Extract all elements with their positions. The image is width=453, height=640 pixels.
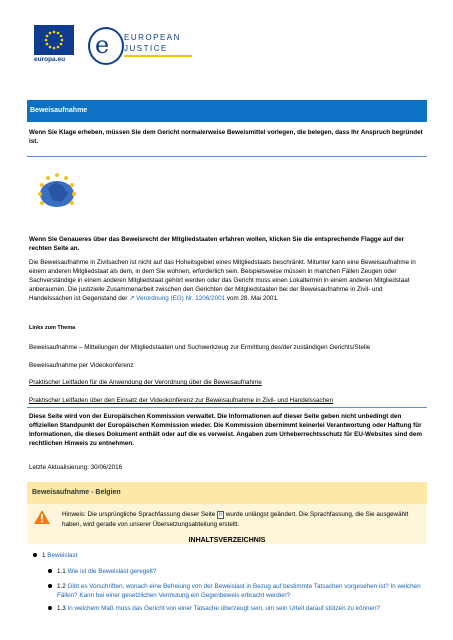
- toc-link[interactable]: In welchem Maß muss das Gericht von einer Tatsache überzeugt sein, um sein Urteil darauf stützen zu können?: [67, 605, 380, 612]
- toc-item-1-1[interactable]: [57, 567, 156, 576]
- europa-eu-logo[interactable]: [34, 25, 74, 67]
- bullet-icon: [33, 553, 37, 557]
- related-link-2[interactable]: Beweisaufnahme per Videokonferenz: [29, 362, 134, 369]
- body-text-before: Die Beweisaufnahme in Zivilsachen ist nicht auf das Hoheitsgebiet eines Mitgliedstaats beschränkt. Mitunter kann eine Beweisaufnahme in einem anderen Mitgliedstaat als dem, in dem Sie wohnen, erforderlich sein. Beispielsweise müssen in manchen Fällen Zeugen oder Sachverständige in einem anderen Mitgliedstaat gehört werden oder das Gericht muss einen Lokaltermin in einem anderen Mitgliedstaat anberaumen. Die justizielle Zusammenarbeit zwischen den Gerichten der Mitgliedstaaten bei der Beweisaufnahme in Zivil- und Handelssachen ist Gegenstand der: [29, 259, 416, 302]
- toc-link[interactable]: Wie ist die Beweislast geregelt?: [67, 568, 157, 575]
- body-paragraph: [29, 258, 425, 303]
- country-title-bar: Beweisaufnahme - Belgien: [27, 482, 427, 504]
- toc-link[interactable]: Beweislast: [47, 552, 78, 559]
- divider: [27, 156, 427, 157]
- disclaimer: Diese Seite wird von der Europäischen Kommission verwaltet. Die Informationen auf dieser Seite geben nicht unbedingt den offiziellen Standpunkt der Europäischen Kommission wieder. Die Kommission übernimmt keinerlei Verantwortung oder Haftung für Informationen, die dieses Dokument enthält oder auf die es verweist. Angaben zum Urheberrechtsschutz für EU-Websites sind dem rechtlichen Hinweis zu entnehmen.: [29, 413, 422, 447]
- related-link-4[interactable]: Praktischer Leitfaden über den Einsatz der Videokonferenz zur Beweisaufnahme in Zivil- und Handelssachen: [29, 397, 334, 404]
- toc-item-1[interactable]: [42, 551, 77, 560]
- section-title-bar: Beweisaufnahme: [27, 100, 427, 122]
- bullet-icon: [48, 569, 52, 573]
- warning-icon: [34, 510, 50, 529]
- ej-underline: [124, 55, 192, 57]
- toc-item-1-2[interactable]: [57, 582, 427, 600]
- warning-text-after: wurde unlängst geändert. Die Sprachfassung, die Sie ausgewählt haben, wird gerade von unserer Übersetzungsabteilung erstellt.: [62, 511, 409, 528]
- last-update: Letzte Aktualisierung: 30/06/2016: [29, 464, 123, 471]
- eu-map-stars-image: [30, 170, 85, 214]
- divider: [27, 407, 427, 408]
- regulation-link-icon: ↗: [129, 295, 135, 302]
- eu-flag-icon: [34, 25, 74, 55]
- bullet-icon: [48, 584, 52, 588]
- intro-text: Wenn Sie Klage erheben, müssen Sie dem Gericht normalerweise Beweismittel vorlegen, die belegen, dass Ihr Anspruch begründet ist.: [29, 129, 423, 145]
- related-link-1[interactable]: Beweisaufnahme – Mitteilungen der Mitgliedstaaten und Suchwerkzeug zur Ermittlung des/der zuständigen Gerichts/Stelle: [29, 344, 371, 351]
- europa-eu-label: europa.eu: [34, 56, 66, 63]
- bullet-icon: [48, 606, 52, 610]
- toc-link[interactable]: Gibt es Vorschriften, wonach eine Befreiung von der Beweislast in Bezug auf bestimmte Tatsachen vorgesehen ist? In welchen Fällen? Kann bei einer gesetzlichen Vermutung ein Gegenbeweis erbracht werden?: [57, 583, 421, 599]
- toc-item-1-3[interactable]: [57, 604, 427, 613]
- toc-num: 1: [42, 552, 46, 559]
- warning-text-before: Hinweis: Die ursprüngliche Sprachfassung dieser Seite: [62, 511, 216, 518]
- toc-num: 1.3: [57, 605, 66, 612]
- original-language-link[interactable]: fr: [219, 512, 223, 518]
- flag-note: Wenn Sie Genaueres über das Beweisrecht der Mitgliedstaaten erfahren wollen, klicken Sie die entsprechende Flagge auf der rechten Seite an.: [29, 236, 405, 252]
- ej-line1: EUROPEAN: [124, 33, 181, 42]
- toc-num: 1.2: [57, 583, 66, 590]
- ej-line2: JUSTICE: [124, 44, 168, 53]
- european-justice-logo[interactable]: [86, 25, 196, 67]
- toc-num: 1.1: [57, 568, 66, 575]
- body-text-after: vom 28. Mai 2001.: [226, 295, 279, 302]
- ej-e-icon: e: [95, 31, 110, 59]
- site-header: [34, 25, 424, 67]
- related-link-3[interactable]: Praktischer Leitfaden für die Anwendung der Verordnung über die Beweisaufnahme: [29, 379, 262, 386]
- links-heading: Links zum Thema: [29, 325, 76, 331]
- warning-text: [62, 510, 422, 530]
- regulation-link[interactable]: Verordnung (EG) Nr. 1206/2001: [136, 295, 226, 302]
- toc-title: INHALTSVERZEICHNIS: [188, 537, 266, 544]
